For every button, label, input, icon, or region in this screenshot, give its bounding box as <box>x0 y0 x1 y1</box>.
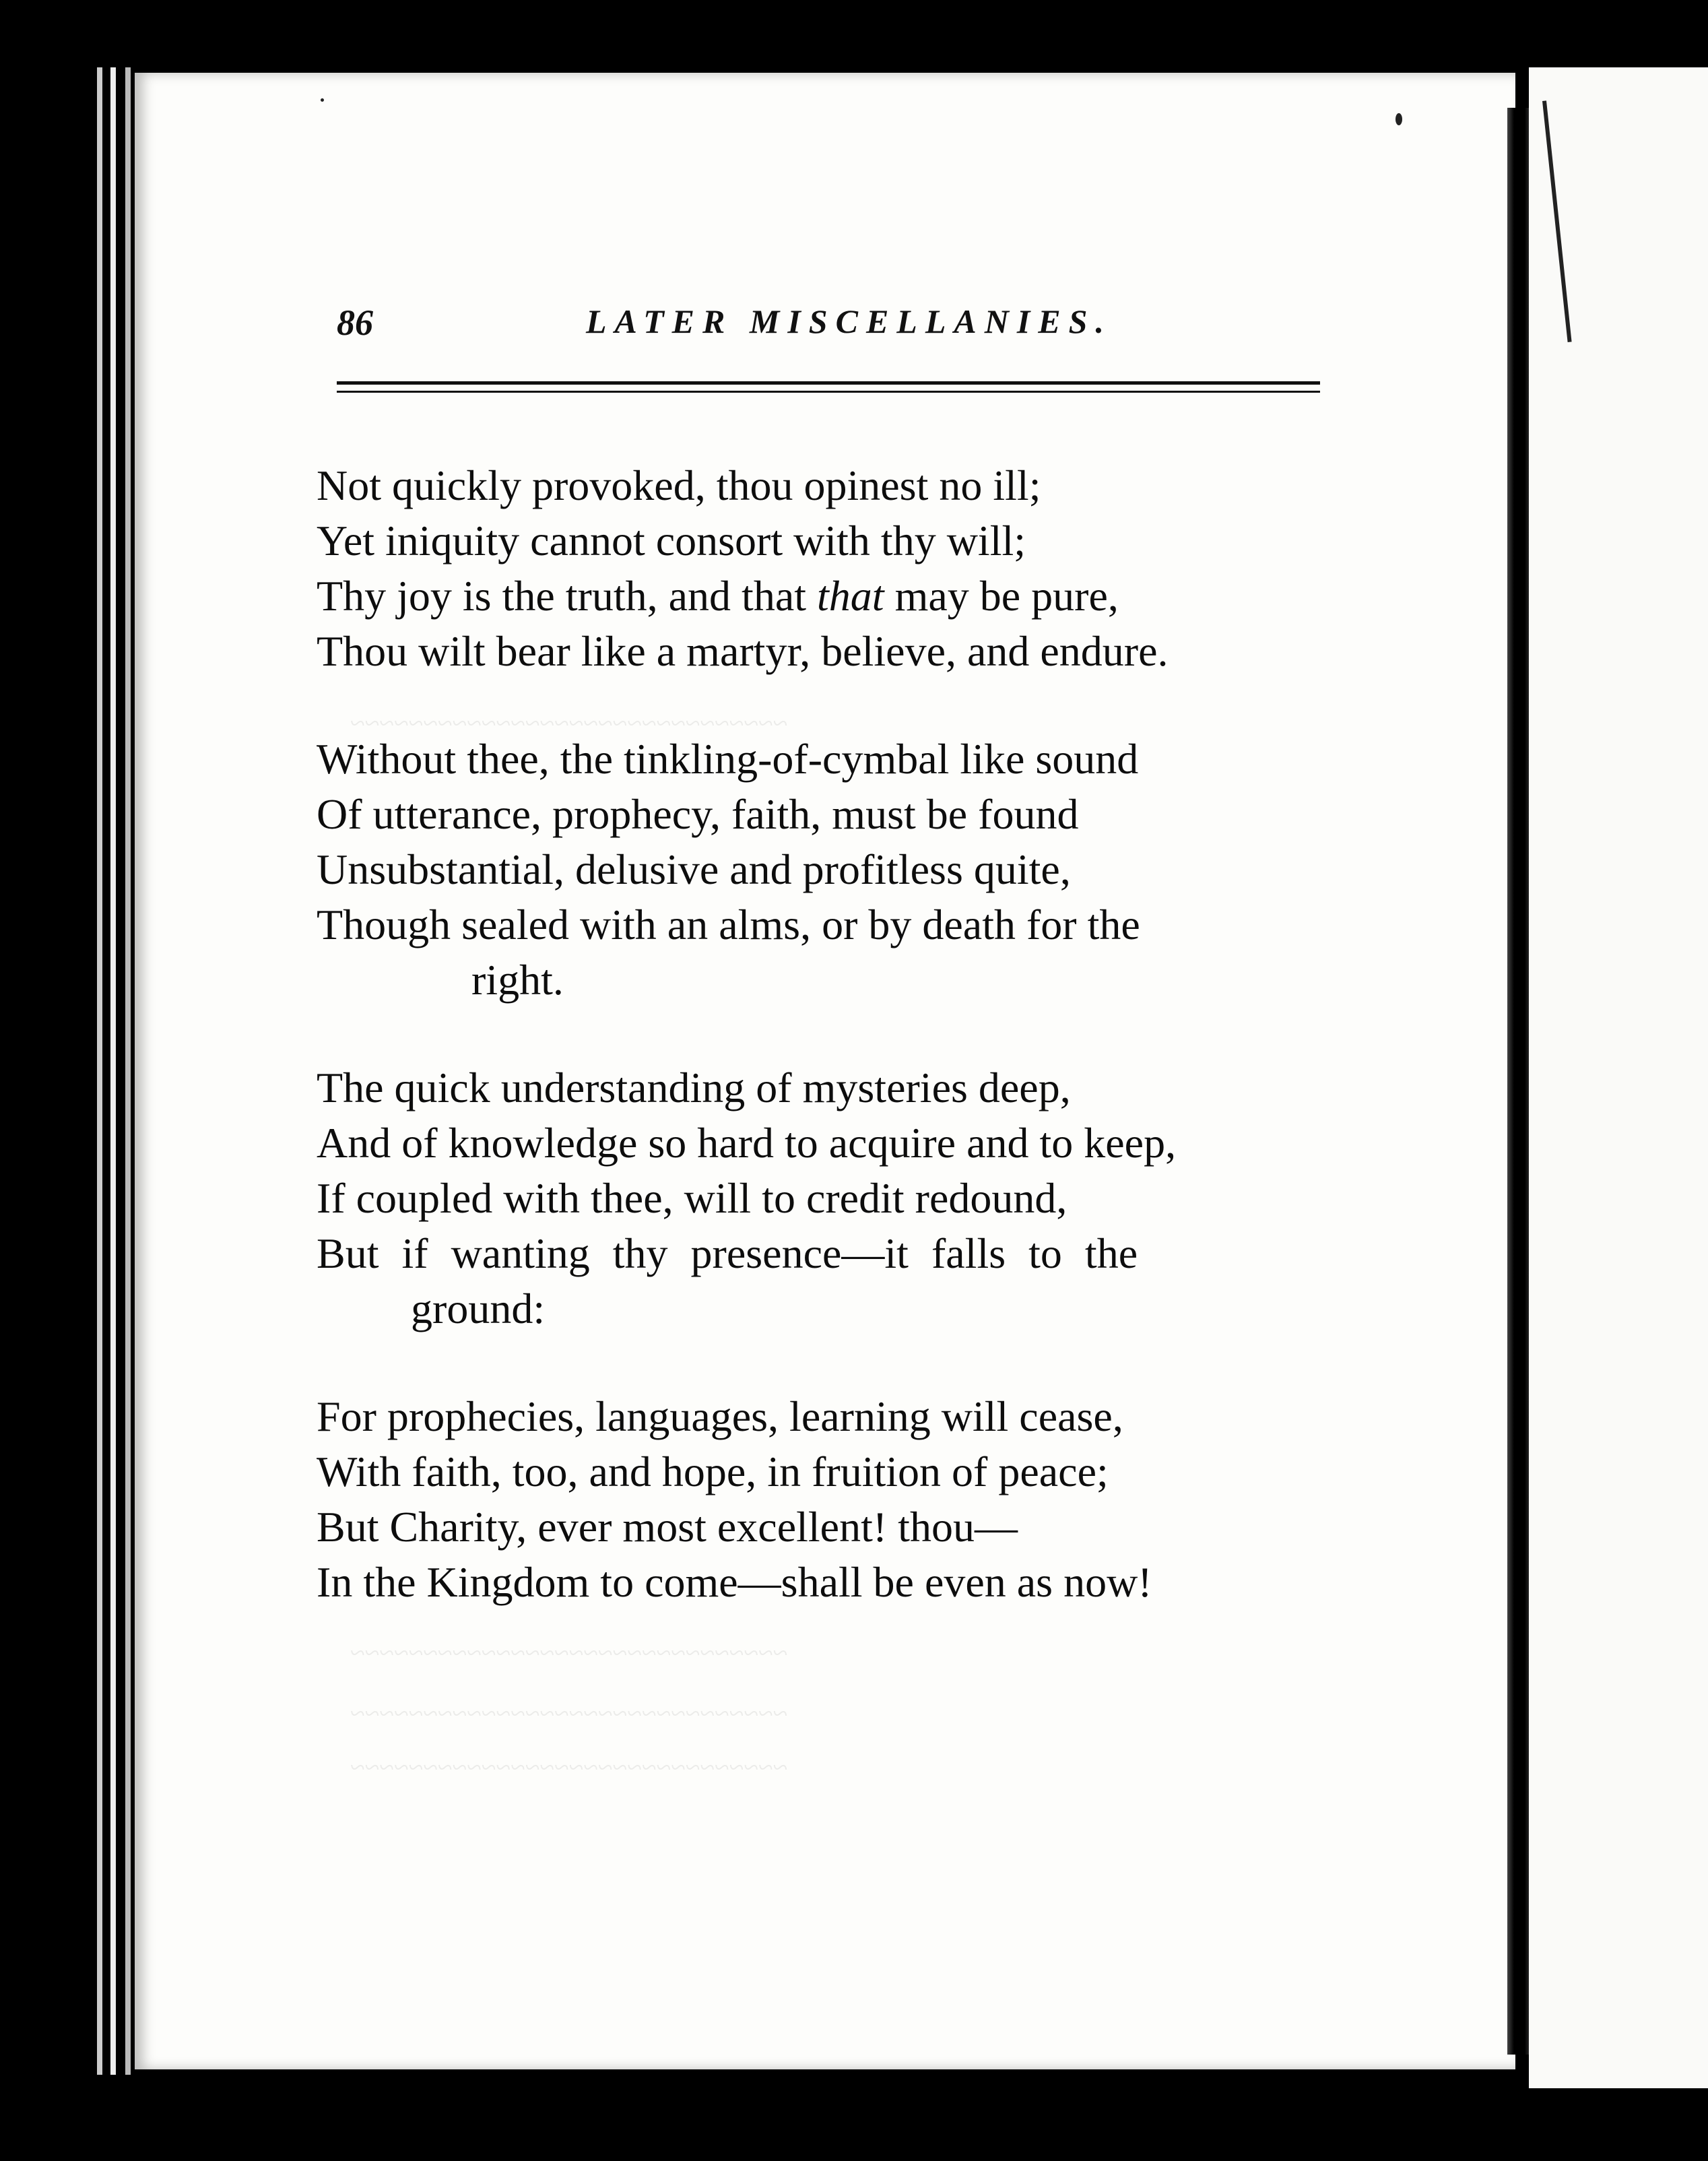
show-through: ~~~~~~~~~~~~~~~~~~~~~~~~~~~~~~ <box>350 1698 788 1729</box>
stanza <box>317 1389 1340 1610</box>
stanza <box>317 458 1340 679</box>
poem-line: But if wanting thy presence—it falls to the <box>317 1229 1138 1277</box>
poem-line: In the Kingdom to come—shall be even as now! <box>317 1558 1152 1606</box>
poem <box>317 458 1340 1663</box>
running-title: LATER MISCELLANIES. <box>586 302 1112 340</box>
binding-edge <box>88 67 135 2075</box>
poem-line: Of utterance, prophecy, faith, must be found <box>317 790 1079 838</box>
header-rule <box>337 381 1320 385</box>
poem-line: The quick understanding of mysteries deep, <box>317 1064 1071 1111</box>
header-rule <box>337 391 1320 393</box>
line-part: may be pure, <box>884 572 1119 620</box>
poem-line: For prophecies, languages, learning will cease, <box>317 1392 1123 1440</box>
poem-line-continuation: ground: <box>411 1285 546 1332</box>
poem-line: Not quickly provoked, thou opinest no ill; <box>317 461 1041 509</box>
poem-line: Without thee, the tinkling-of-cymbal like sound <box>317 735 1139 783</box>
poem-line: Thou wilt bear like a martyr, believe, and endure. <box>317 627 1169 675</box>
show-through: ~~~~~~~~~~~~~~~~~~~~~~~~~~~~~~ <box>350 708 788 738</box>
poem-line <box>317 569 1340 624</box>
stanza <box>317 1060 1340 1336</box>
running-head <box>337 302 1320 349</box>
poem-line: Though sealed with an alms, or by death for the <box>317 901 1140 948</box>
poem-line-continuation: right. <box>471 956 564 1004</box>
poem-line: If coupled with thee, will to credit redound, <box>317 1174 1068 1222</box>
stanza <box>317 732 1340 1008</box>
italic-word: that <box>817 572 884 620</box>
poem-line: With faith, too, and hope, in fruition of peace; <box>317 1448 1109 1495</box>
show-through: ~~~~~~~~~~~~~~~~~~~~~~~~~~~~~~ <box>350 1752 788 1782</box>
facing-page-edge <box>1529 67 1708 2088</box>
line-part: Thy joy is the truth, and that <box>317 572 817 620</box>
poem-line: Unsubstantial, delusive and profitless quite, <box>317 845 1071 893</box>
ink-fleck <box>321 98 324 102</box>
page-number: 86 <box>337 302 373 343</box>
show-through: ~~~~~~~~~~~~~~~~~~~~~~~~~~~~~~ <box>350 1638 788 1668</box>
poem-line: But Charity, ever most excellent! thou— <box>317 1503 1018 1551</box>
poem-line: And of knowledge so hard to acquire and to keep, <box>317 1119 1177 1167</box>
ink-fleck <box>1395 113 1402 125</box>
poem-line: Yet iniquity cannot consort with thy will; <box>317 517 1026 565</box>
